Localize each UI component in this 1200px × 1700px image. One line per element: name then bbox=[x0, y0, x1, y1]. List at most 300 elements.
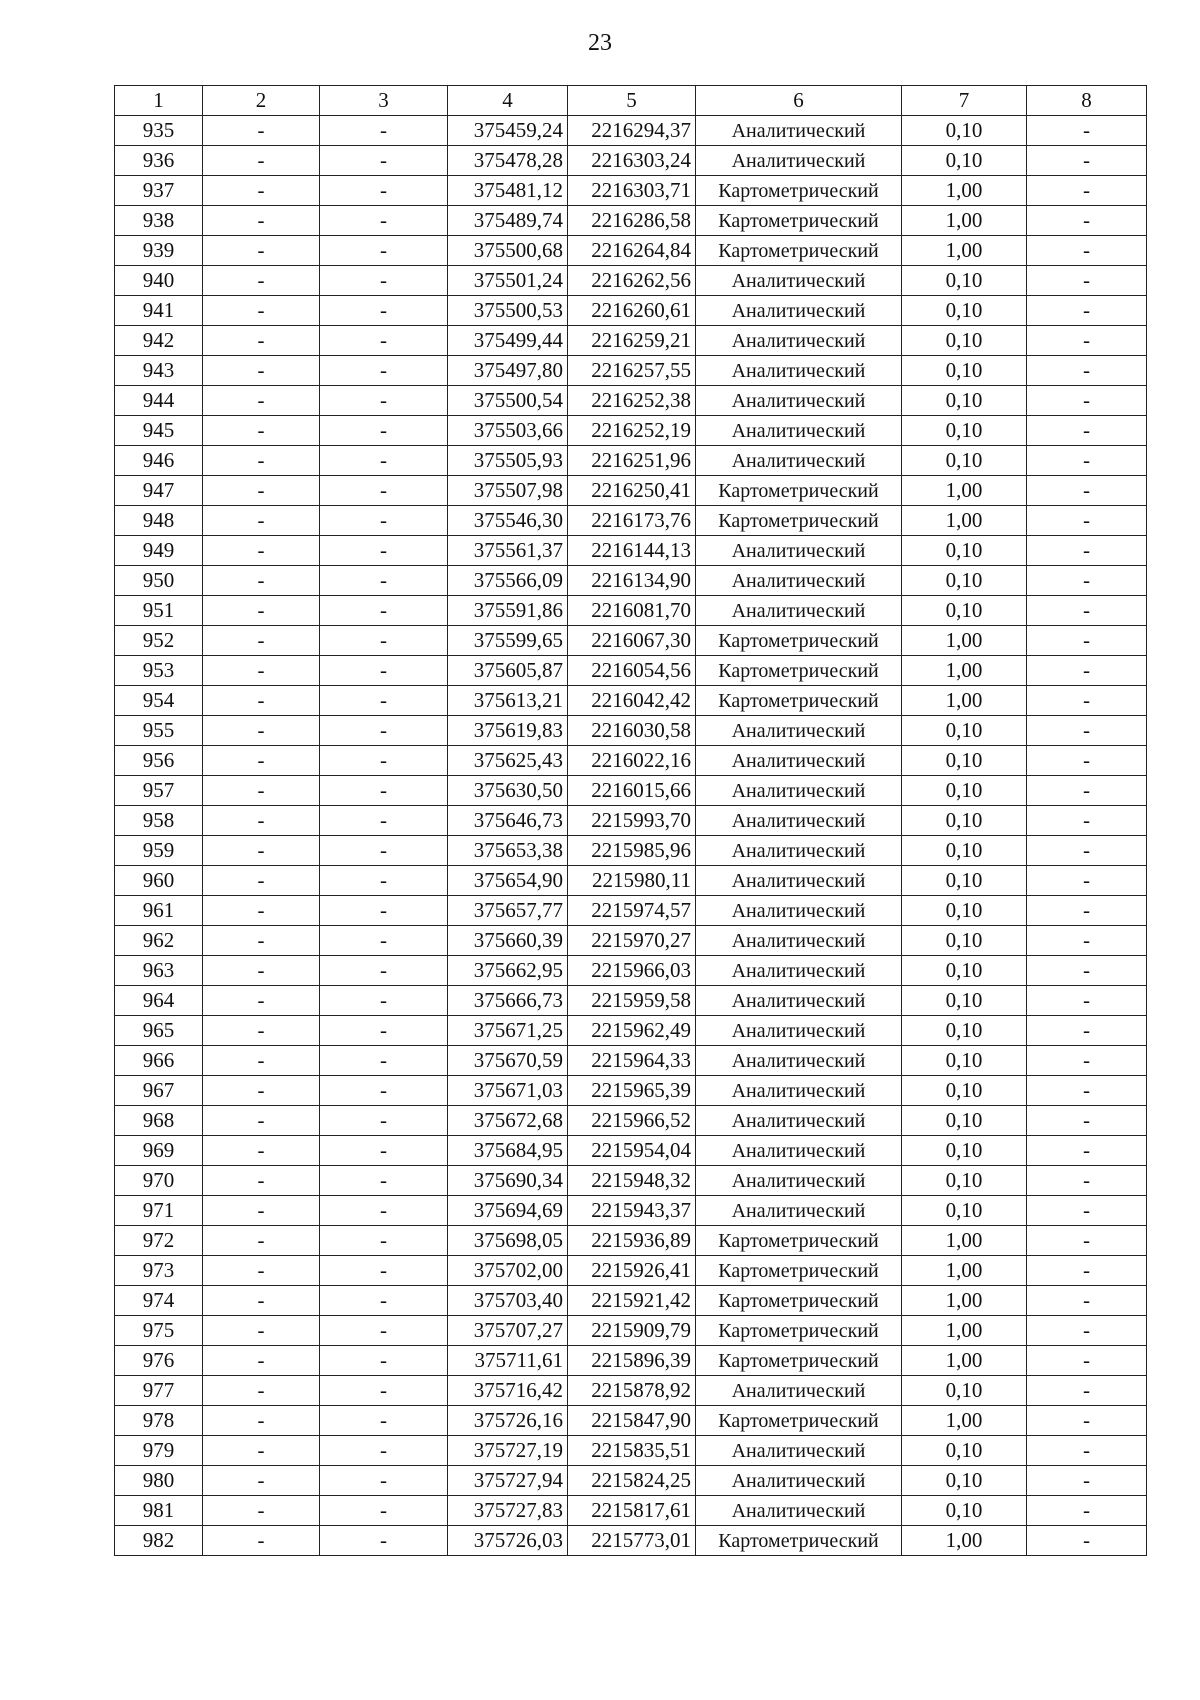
col8-value-cell: - bbox=[1027, 1526, 1147, 1556]
point-number-cell: 948 bbox=[115, 506, 203, 536]
coordinates-table bbox=[114, 85, 1147, 1556]
accuracy-cell: 1,00 bbox=[902, 176, 1027, 206]
y-coordinate-cell: 2216250,41 bbox=[568, 476, 696, 506]
method-cell: Аналитический bbox=[696, 1106, 902, 1136]
col3-value-cell: - bbox=[320, 1376, 448, 1406]
point-number-cell: 980 bbox=[115, 1466, 203, 1496]
table-row bbox=[115, 596, 1147, 626]
col8-value-cell: - bbox=[1027, 386, 1147, 416]
col2-value-cell: - bbox=[203, 536, 320, 566]
x-coordinate-cell: 375546,30 bbox=[448, 506, 568, 536]
method-cell: Аналитический bbox=[696, 326, 902, 356]
table-row bbox=[115, 1316, 1147, 1346]
col8-value-cell: - bbox=[1027, 236, 1147, 266]
column-header-1: 1 bbox=[115, 86, 203, 116]
method-cell: Картометрический bbox=[696, 1346, 902, 1376]
method-cell: Аналитический bbox=[696, 1436, 902, 1466]
column-header-3: 3 bbox=[320, 86, 448, 116]
table-header-row bbox=[115, 86, 1147, 116]
method-cell: Картометрический bbox=[696, 236, 902, 266]
col3-value-cell: - bbox=[320, 1346, 448, 1376]
col2-value-cell: - bbox=[203, 1526, 320, 1556]
table-row bbox=[115, 1436, 1147, 1466]
x-coordinate-cell: 375698,05 bbox=[448, 1226, 568, 1256]
table-row bbox=[115, 146, 1147, 176]
col3-value-cell: - bbox=[320, 1256, 448, 1286]
y-coordinate-cell: 2216262,56 bbox=[568, 266, 696, 296]
table-row bbox=[115, 866, 1147, 896]
method-cell: Картометрический bbox=[696, 656, 902, 686]
method-cell: Аналитический bbox=[696, 986, 902, 1016]
method-cell: Картометрический bbox=[696, 206, 902, 236]
accuracy-cell: 0,10 bbox=[902, 416, 1027, 446]
x-coordinate-cell: 375591,86 bbox=[448, 596, 568, 626]
col8-value-cell: - bbox=[1027, 116, 1147, 146]
table-row bbox=[115, 776, 1147, 806]
col8-value-cell: - bbox=[1027, 1106, 1147, 1136]
point-number-cell: 951 bbox=[115, 596, 203, 626]
y-coordinate-cell: 2215909,79 bbox=[568, 1316, 696, 1346]
table-row bbox=[115, 296, 1147, 326]
col3-value-cell: - bbox=[320, 1406, 448, 1436]
col3-value-cell: - bbox=[320, 1436, 448, 1466]
point-number-cell: 976 bbox=[115, 1346, 203, 1376]
table-row bbox=[115, 836, 1147, 866]
table-row bbox=[115, 1256, 1147, 1286]
y-coordinate-cell: 2216303,24 bbox=[568, 146, 696, 176]
table-row bbox=[115, 1106, 1147, 1136]
point-number-cell: 962 bbox=[115, 926, 203, 956]
point-number-cell: 977 bbox=[115, 1376, 203, 1406]
y-coordinate-cell: 2216303,71 bbox=[568, 176, 696, 206]
col2-value-cell: - bbox=[203, 656, 320, 686]
method-cell: Аналитический bbox=[696, 1466, 902, 1496]
y-coordinate-cell: 2216067,30 bbox=[568, 626, 696, 656]
col2-value-cell: - bbox=[203, 1376, 320, 1406]
point-number-cell: 946 bbox=[115, 446, 203, 476]
col2-value-cell: - bbox=[203, 1316, 320, 1346]
col8-value-cell: - bbox=[1027, 296, 1147, 326]
table-row bbox=[115, 446, 1147, 476]
col3-value-cell: - bbox=[320, 416, 448, 446]
col8-value-cell: - bbox=[1027, 626, 1147, 656]
x-coordinate-cell: 375662,95 bbox=[448, 956, 568, 986]
col8-value-cell: - bbox=[1027, 1376, 1147, 1406]
point-number-cell: 944 bbox=[115, 386, 203, 416]
col3-value-cell: - bbox=[320, 266, 448, 296]
method-cell: Аналитический bbox=[696, 1196, 902, 1226]
accuracy-cell: 1,00 bbox=[902, 1286, 1027, 1316]
x-coordinate-cell: 375653,38 bbox=[448, 836, 568, 866]
col3-value-cell: - bbox=[320, 896, 448, 926]
table-row bbox=[115, 326, 1147, 356]
method-cell: Аналитический bbox=[696, 956, 902, 986]
y-coordinate-cell: 2216259,21 bbox=[568, 326, 696, 356]
y-coordinate-cell: 2216144,13 bbox=[568, 536, 696, 566]
y-coordinate-cell: 2216081,70 bbox=[568, 596, 696, 626]
col8-value-cell: - bbox=[1027, 986, 1147, 1016]
accuracy-cell: 1,00 bbox=[902, 236, 1027, 266]
x-coordinate-cell: 375500,53 bbox=[448, 296, 568, 326]
col3-value-cell: - bbox=[320, 1166, 448, 1196]
col8-value-cell: - bbox=[1027, 1136, 1147, 1166]
table-body bbox=[115, 116, 1147, 1556]
col2-value-cell: - bbox=[203, 206, 320, 236]
point-number-cell: 967 bbox=[115, 1076, 203, 1106]
column-header-8: 8 bbox=[1027, 86, 1147, 116]
table-row bbox=[115, 536, 1147, 566]
col3-value-cell: - bbox=[320, 446, 448, 476]
point-number-cell: 940 bbox=[115, 266, 203, 296]
col3-value-cell: - bbox=[320, 206, 448, 236]
table-row bbox=[115, 266, 1147, 296]
accuracy-cell: 0,10 bbox=[902, 1496, 1027, 1526]
method-cell: Аналитический bbox=[696, 806, 902, 836]
table-row bbox=[115, 1346, 1147, 1376]
x-coordinate-cell: 375711,61 bbox=[448, 1346, 568, 1376]
point-number-cell: 953 bbox=[115, 656, 203, 686]
x-coordinate-cell: 375727,94 bbox=[448, 1466, 568, 1496]
col2-value-cell: - bbox=[203, 1286, 320, 1316]
accuracy-cell: 0,10 bbox=[902, 446, 1027, 476]
x-coordinate-cell: 375599,65 bbox=[448, 626, 568, 656]
col2-value-cell: - bbox=[203, 326, 320, 356]
col8-value-cell: - bbox=[1027, 836, 1147, 866]
y-coordinate-cell: 2216252,38 bbox=[568, 386, 696, 416]
y-coordinate-cell: 2215926,41 bbox=[568, 1256, 696, 1286]
accuracy-cell: 0,10 bbox=[902, 1376, 1027, 1406]
accuracy-cell: 1,00 bbox=[902, 506, 1027, 536]
table-row bbox=[115, 626, 1147, 656]
col3-value-cell: - bbox=[320, 686, 448, 716]
accuracy-cell: 0,10 bbox=[902, 866, 1027, 896]
method-cell: Аналитический bbox=[696, 566, 902, 596]
y-coordinate-cell: 2216260,61 bbox=[568, 296, 696, 326]
table-row bbox=[115, 1226, 1147, 1256]
col2-value-cell: - bbox=[203, 806, 320, 836]
method-cell: Аналитический bbox=[696, 1076, 902, 1106]
col3-value-cell: - bbox=[320, 356, 448, 386]
x-coordinate-cell: 375727,83 bbox=[448, 1496, 568, 1526]
x-coordinate-cell: 375489,74 bbox=[448, 206, 568, 236]
method-cell: Аналитический bbox=[696, 596, 902, 626]
table-row bbox=[115, 176, 1147, 206]
method-cell: Аналитический bbox=[696, 866, 902, 896]
x-coordinate-cell: 375613,21 bbox=[448, 686, 568, 716]
y-coordinate-cell: 2215966,03 bbox=[568, 956, 696, 986]
col3-value-cell: - bbox=[320, 146, 448, 176]
accuracy-cell: 1,00 bbox=[902, 1256, 1027, 1286]
accuracy-cell: 0,10 bbox=[902, 746, 1027, 776]
table-row bbox=[115, 116, 1147, 146]
y-coordinate-cell: 2215936,89 bbox=[568, 1226, 696, 1256]
column-header-5: 5 bbox=[568, 86, 696, 116]
col2-value-cell: - bbox=[203, 1106, 320, 1136]
col8-value-cell: - bbox=[1027, 596, 1147, 626]
col8-value-cell: - bbox=[1027, 206, 1147, 236]
y-coordinate-cell: 2216030,58 bbox=[568, 716, 696, 746]
y-coordinate-cell: 2215970,27 bbox=[568, 926, 696, 956]
y-coordinate-cell: 2215896,39 bbox=[568, 1346, 696, 1376]
accuracy-cell: 1,00 bbox=[902, 686, 1027, 716]
point-number-cell: 945 bbox=[115, 416, 203, 446]
col8-value-cell: - bbox=[1027, 1496, 1147, 1526]
table-row bbox=[115, 236, 1147, 266]
x-coordinate-cell: 375707,27 bbox=[448, 1316, 568, 1346]
x-coordinate-cell: 375503,66 bbox=[448, 416, 568, 446]
table-row bbox=[115, 356, 1147, 386]
point-number-cell: 964 bbox=[115, 986, 203, 1016]
accuracy-cell: 0,10 bbox=[902, 896, 1027, 926]
accuracy-cell: 0,10 bbox=[902, 836, 1027, 866]
method-cell: Аналитический bbox=[696, 536, 902, 566]
point-number-cell: 981 bbox=[115, 1496, 203, 1526]
y-coordinate-cell: 2216173,76 bbox=[568, 506, 696, 536]
y-coordinate-cell: 2216042,42 bbox=[568, 686, 696, 716]
point-number-cell: 961 bbox=[115, 896, 203, 926]
accuracy-cell: 0,10 bbox=[902, 386, 1027, 416]
col2-value-cell: - bbox=[203, 116, 320, 146]
point-number-cell: 952 bbox=[115, 626, 203, 656]
x-coordinate-cell: 375690,34 bbox=[448, 1166, 568, 1196]
col8-value-cell: - bbox=[1027, 806, 1147, 836]
x-coordinate-cell: 375500,68 bbox=[448, 236, 568, 266]
table-row bbox=[115, 476, 1147, 506]
x-coordinate-cell: 375630,50 bbox=[448, 776, 568, 806]
table-row bbox=[115, 1376, 1147, 1406]
point-number-cell: 941 bbox=[115, 296, 203, 326]
col2-value-cell: - bbox=[203, 1406, 320, 1436]
table-row bbox=[115, 206, 1147, 236]
x-coordinate-cell: 375726,03 bbox=[448, 1526, 568, 1556]
col2-value-cell: - bbox=[203, 566, 320, 596]
col2-value-cell: - bbox=[203, 416, 320, 446]
col8-value-cell: - bbox=[1027, 1256, 1147, 1286]
col8-value-cell: - bbox=[1027, 1346, 1147, 1376]
col3-value-cell: - bbox=[320, 956, 448, 986]
y-coordinate-cell: 2216134,90 bbox=[568, 566, 696, 596]
table-row bbox=[115, 1166, 1147, 1196]
x-coordinate-cell: 375727,19 bbox=[448, 1436, 568, 1466]
col2-value-cell: - bbox=[203, 1076, 320, 1106]
col3-value-cell: - bbox=[320, 926, 448, 956]
y-coordinate-cell: 2215773,01 bbox=[568, 1526, 696, 1556]
col8-value-cell: - bbox=[1027, 896, 1147, 926]
col3-value-cell: - bbox=[320, 656, 448, 686]
method-cell: Аналитический bbox=[696, 146, 902, 176]
col2-value-cell: - bbox=[203, 866, 320, 896]
y-coordinate-cell: 2216251,96 bbox=[568, 446, 696, 476]
method-cell: Картометрический bbox=[696, 686, 902, 716]
method-cell: Картометрический bbox=[696, 1526, 902, 1556]
col8-value-cell: - bbox=[1027, 1046, 1147, 1076]
method-cell: Аналитический bbox=[696, 926, 902, 956]
col2-value-cell: - bbox=[203, 1466, 320, 1496]
col3-value-cell: - bbox=[320, 1286, 448, 1316]
table-row bbox=[115, 656, 1147, 686]
col3-value-cell: - bbox=[320, 1106, 448, 1136]
method-cell: Картометрический bbox=[696, 476, 902, 506]
method-cell: Картометрический bbox=[696, 1256, 902, 1286]
method-cell: Картометрический bbox=[696, 506, 902, 536]
y-coordinate-cell: 2215964,33 bbox=[568, 1046, 696, 1076]
point-number-cell: 979 bbox=[115, 1436, 203, 1466]
x-coordinate-cell: 375694,69 bbox=[448, 1196, 568, 1226]
method-cell: Аналитический bbox=[696, 716, 902, 746]
col3-value-cell: - bbox=[320, 1226, 448, 1256]
col8-value-cell: - bbox=[1027, 1286, 1147, 1316]
point-number-cell: 960 bbox=[115, 866, 203, 896]
col8-value-cell: - bbox=[1027, 1316, 1147, 1346]
col2-value-cell: - bbox=[203, 386, 320, 416]
table-row bbox=[115, 566, 1147, 596]
col2-value-cell: - bbox=[203, 266, 320, 296]
col3-value-cell: - bbox=[320, 626, 448, 656]
y-coordinate-cell: 2216257,55 bbox=[568, 356, 696, 386]
col3-value-cell: - bbox=[320, 716, 448, 746]
point-number-cell: 958 bbox=[115, 806, 203, 836]
col8-value-cell: - bbox=[1027, 356, 1147, 386]
col3-value-cell: - bbox=[320, 386, 448, 416]
point-number-cell: 971 bbox=[115, 1196, 203, 1226]
x-coordinate-cell: 375481,12 bbox=[448, 176, 568, 206]
point-number-cell: 935 bbox=[115, 116, 203, 146]
x-coordinate-cell: 375702,00 bbox=[448, 1256, 568, 1286]
col3-value-cell: - bbox=[320, 116, 448, 146]
point-number-cell: 968 bbox=[115, 1106, 203, 1136]
col2-value-cell: - bbox=[203, 1256, 320, 1286]
x-coordinate-cell: 375625,43 bbox=[448, 746, 568, 776]
accuracy-cell: 0,10 bbox=[902, 296, 1027, 326]
table-row bbox=[115, 506, 1147, 536]
col2-value-cell: - bbox=[203, 686, 320, 716]
y-coordinate-cell: 2216252,19 bbox=[568, 416, 696, 446]
x-coordinate-cell: 375646,73 bbox=[448, 806, 568, 836]
col2-value-cell: - bbox=[203, 446, 320, 476]
col8-value-cell: - bbox=[1027, 1196, 1147, 1226]
x-coordinate-cell: 375459,24 bbox=[448, 116, 568, 146]
y-coordinate-cell: 2215835,51 bbox=[568, 1436, 696, 1466]
point-number-cell: 963 bbox=[115, 956, 203, 986]
accuracy-cell: 0,10 bbox=[902, 956, 1027, 986]
table-row bbox=[115, 896, 1147, 926]
accuracy-cell: 0,10 bbox=[902, 1046, 1027, 1076]
accuracy-cell: 0,10 bbox=[902, 1436, 1027, 1466]
y-coordinate-cell: 2215921,42 bbox=[568, 1286, 696, 1316]
accuracy-cell: 0,10 bbox=[902, 1466, 1027, 1496]
col3-value-cell: - bbox=[320, 176, 448, 206]
point-number-cell: 974 bbox=[115, 1286, 203, 1316]
point-number-cell: 970 bbox=[115, 1166, 203, 1196]
method-cell: Аналитический bbox=[696, 356, 902, 386]
col8-value-cell: - bbox=[1027, 146, 1147, 176]
point-number-cell: 973 bbox=[115, 1256, 203, 1286]
col3-value-cell: - bbox=[320, 836, 448, 866]
method-cell: Аналитический bbox=[696, 1376, 902, 1406]
method-cell: Картометрический bbox=[696, 1286, 902, 1316]
accuracy-cell: 1,00 bbox=[902, 476, 1027, 506]
col2-value-cell: - bbox=[203, 1166, 320, 1196]
method-cell: Аналитический bbox=[696, 746, 902, 776]
point-number-cell: 957 bbox=[115, 776, 203, 806]
method-cell: Аналитический bbox=[696, 416, 902, 446]
col2-value-cell: - bbox=[203, 1046, 320, 1076]
method-cell: Аналитический bbox=[696, 446, 902, 476]
col8-value-cell: - bbox=[1027, 686, 1147, 716]
x-coordinate-cell: 375703,40 bbox=[448, 1286, 568, 1316]
col8-value-cell: - bbox=[1027, 266, 1147, 296]
x-coordinate-cell: 375505,93 bbox=[448, 446, 568, 476]
accuracy-cell: 0,10 bbox=[902, 566, 1027, 596]
col2-value-cell: - bbox=[203, 626, 320, 656]
x-coordinate-cell: 375671,03 bbox=[448, 1076, 568, 1106]
accuracy-cell: 0,10 bbox=[902, 596, 1027, 626]
y-coordinate-cell: 2216054,56 bbox=[568, 656, 696, 686]
y-coordinate-cell: 2215993,70 bbox=[568, 806, 696, 836]
table-row bbox=[115, 1526, 1147, 1556]
point-number-cell: 949 bbox=[115, 536, 203, 566]
col2-value-cell: - bbox=[203, 176, 320, 206]
point-number-cell: 965 bbox=[115, 1016, 203, 1046]
table-row bbox=[115, 986, 1147, 1016]
x-coordinate-cell: 375561,37 bbox=[448, 536, 568, 566]
table-row bbox=[115, 746, 1147, 776]
column-header-4: 4 bbox=[448, 86, 568, 116]
accuracy-cell: 0,10 bbox=[902, 1016, 1027, 1046]
table-row bbox=[115, 716, 1147, 746]
y-coordinate-cell: 2215954,04 bbox=[568, 1136, 696, 1166]
x-coordinate-cell: 375499,44 bbox=[448, 326, 568, 356]
table-row bbox=[115, 806, 1147, 836]
column-header-6: 6 bbox=[696, 86, 902, 116]
col3-value-cell: - bbox=[320, 476, 448, 506]
accuracy-cell: 1,00 bbox=[902, 1316, 1027, 1346]
method-cell: Картометрический bbox=[696, 1406, 902, 1436]
table-row bbox=[115, 1496, 1147, 1526]
col2-value-cell: - bbox=[203, 776, 320, 806]
method-cell: Аналитический bbox=[696, 1046, 902, 1076]
point-number-cell: 975 bbox=[115, 1316, 203, 1346]
col8-value-cell: - bbox=[1027, 746, 1147, 776]
col2-value-cell: - bbox=[203, 1136, 320, 1166]
col3-value-cell: - bbox=[320, 1136, 448, 1166]
point-number-cell: 966 bbox=[115, 1046, 203, 1076]
table-row bbox=[115, 1466, 1147, 1496]
accuracy-cell: 0,10 bbox=[902, 146, 1027, 176]
col8-value-cell: - bbox=[1027, 326, 1147, 356]
x-coordinate-cell: 375672,68 bbox=[448, 1106, 568, 1136]
method-cell: Аналитический bbox=[696, 1136, 902, 1166]
method-cell: Аналитический bbox=[696, 776, 902, 806]
point-number-cell: 936 bbox=[115, 146, 203, 176]
col8-value-cell: - bbox=[1027, 176, 1147, 206]
point-number-cell: 942 bbox=[115, 326, 203, 356]
x-coordinate-cell: 375684,95 bbox=[448, 1136, 568, 1166]
point-number-cell: 939 bbox=[115, 236, 203, 266]
table-row bbox=[115, 926, 1147, 956]
col8-value-cell: - bbox=[1027, 1436, 1147, 1466]
x-coordinate-cell: 375478,28 bbox=[448, 146, 568, 176]
x-coordinate-cell: 375507,98 bbox=[448, 476, 568, 506]
accuracy-cell: 0,10 bbox=[902, 716, 1027, 746]
accuracy-cell: 0,10 bbox=[902, 1106, 1027, 1136]
accuracy-cell: 0,10 bbox=[902, 116, 1027, 146]
accuracy-cell: 1,00 bbox=[902, 626, 1027, 656]
x-coordinate-cell: 375500,54 bbox=[448, 386, 568, 416]
point-number-cell: 969 bbox=[115, 1136, 203, 1166]
col3-value-cell: - bbox=[320, 296, 448, 326]
col3-value-cell: - bbox=[320, 776, 448, 806]
